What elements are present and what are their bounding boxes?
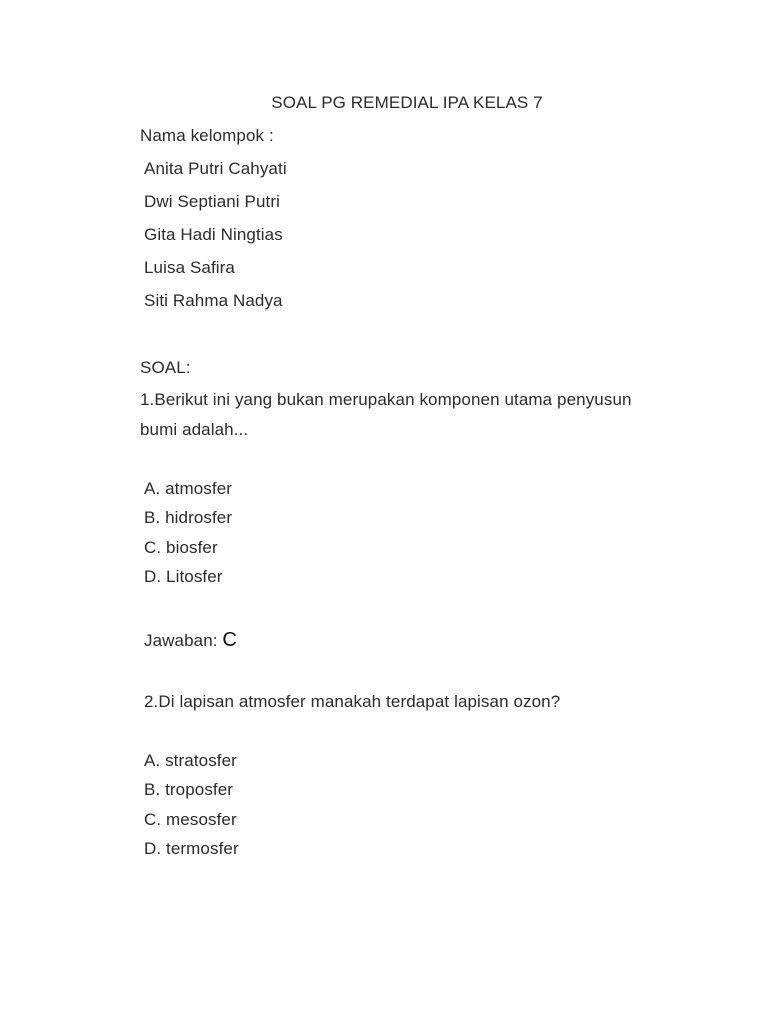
answer-option: A. stratosfer <box>144 751 237 770</box>
answer-label: Jawaban: <box>144 631 218 650</box>
answer-option: D. Litosfer <box>144 567 223 586</box>
section-label: SOAL: <box>140 358 191 377</box>
member-name: Anita Putri Cahyati <box>144 159 287 178</box>
page-title: SOAL PG REMEDIAL IPA KELAS 7 <box>271 93 543 112</box>
member-name: Luisa Safira <box>144 258 235 277</box>
answer-value: C <box>222 629 237 651</box>
answer-option: B. troposfer <box>144 780 234 799</box>
question-text: 2.Di lapisan atmosfer manakah terdapat lapisan ozon? <box>144 692 561 711</box>
answer-option: D. termosfer <box>144 839 239 858</box>
answer-option: C. biosfer <box>144 538 218 557</box>
answer-line <box>144 629 237 652</box>
member-name: Gita Hadi Ningtias <box>144 225 283 244</box>
member-name: Dwi Septiani Putri <box>144 192 280 211</box>
answer-option: B. hidrosfer <box>144 508 233 527</box>
group-label: Nama kelompok : <box>140 126 274 145</box>
answer-option: A. atmosfer <box>144 479 233 498</box>
question-text: 1.Berikut ini yang bukan merupakan komponen utama penyusun bumi adalah... <box>140 390 632 439</box>
answer-option: C. mesosfer <box>144 810 237 829</box>
member-name: Siti Rahma Nadya <box>144 291 283 310</box>
